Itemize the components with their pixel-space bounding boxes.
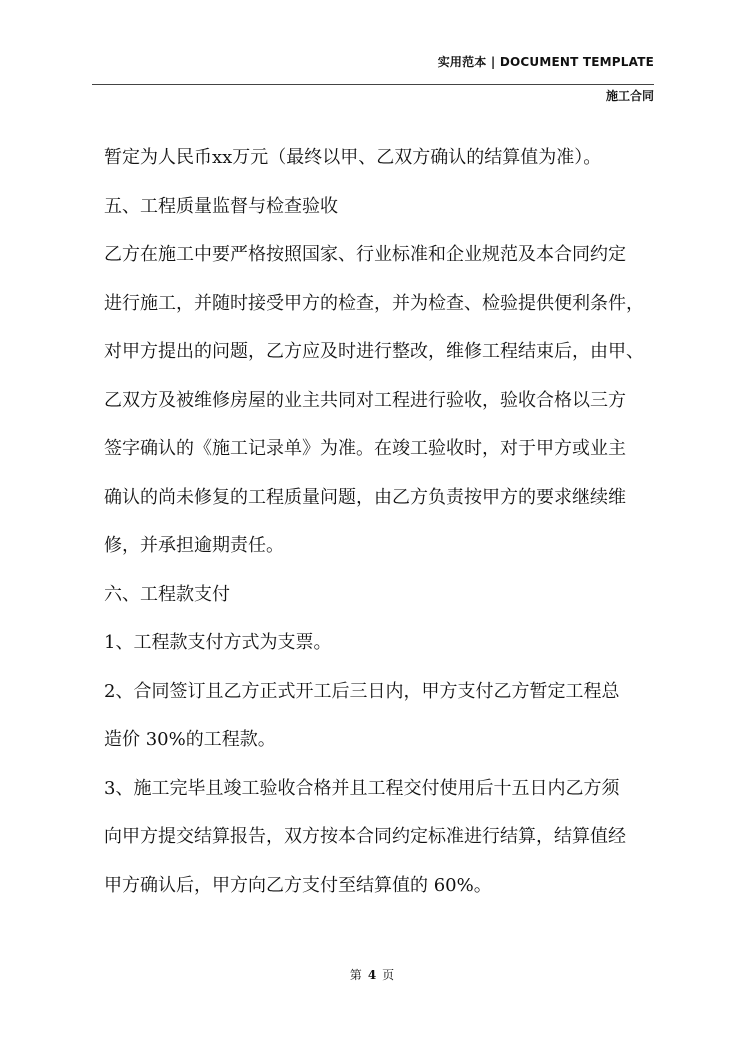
body-line: 对甲方提出的问题，乙方应及时进行整改，维修工程结束后，由甲、 — [104, 341, 644, 362]
body-line: 向甲方提交结算报告，双方按本合同约定标准进行结算，结算值经 — [104, 826, 626, 847]
page-footer — [0, 966, 744, 983]
body-line: 修，并承担逾期责任。 — [104, 535, 284, 556]
footer-suffix: 页 — [382, 968, 395, 982]
document-body — [104, 134, 656, 910]
body-line: 3、施工完毕且竣工验收合格并且工程交付使用后十五日内乙方须 — [104, 777, 620, 799]
body-line: 造价 30%的工程款。 — [104, 729, 276, 750]
section-heading: 六、工程款支付 — [104, 583, 230, 605]
body-line: 签字确认的《施工记录单》为准。在竣工验收时，对于甲方或业主 — [104, 438, 626, 459]
body-line: 1、工程款支付方式为支票。 — [104, 632, 332, 653]
body-line: 确认的尚未修复的工程质量问题，由乙方负责按甲方的要求继续维 — [104, 486, 626, 508]
body-line: 暂定为人民币xx万元（最终以甲、乙双方确认的结算值为准）。 — [104, 147, 602, 168]
header-subtitle: 施工合同 — [605, 89, 654, 103]
body-line: 进行施工，并随时接受甲方的检查，并为检查、检验提供便利条件， — [104, 292, 644, 314]
body-line: 2、合同签订且乙方正式开工后三日内，甲方支付乙方暂定工程总 — [104, 680, 620, 702]
footer-prefix: 第 — [349, 968, 362, 982]
page-number: 4 — [367, 968, 377, 982]
body-line: 甲方确认后，甲方向乙方支付至结算值的 60%。 — [104, 874, 492, 896]
header-title: 实用范本 | DOCUMENT TEMPLATE — [437, 55, 654, 69]
header-divider — [92, 84, 654, 85]
section-heading: 五、工程质量监督与检查验收 — [104, 195, 338, 217]
body-line: 乙方在施工中要严格按照国家、行业标准和企业规范及本合同约定 — [104, 244, 626, 265]
body-line: 乙双方及被维修房屋的业主共同对工程进行验收，验收合格以三方 — [104, 389, 626, 411]
